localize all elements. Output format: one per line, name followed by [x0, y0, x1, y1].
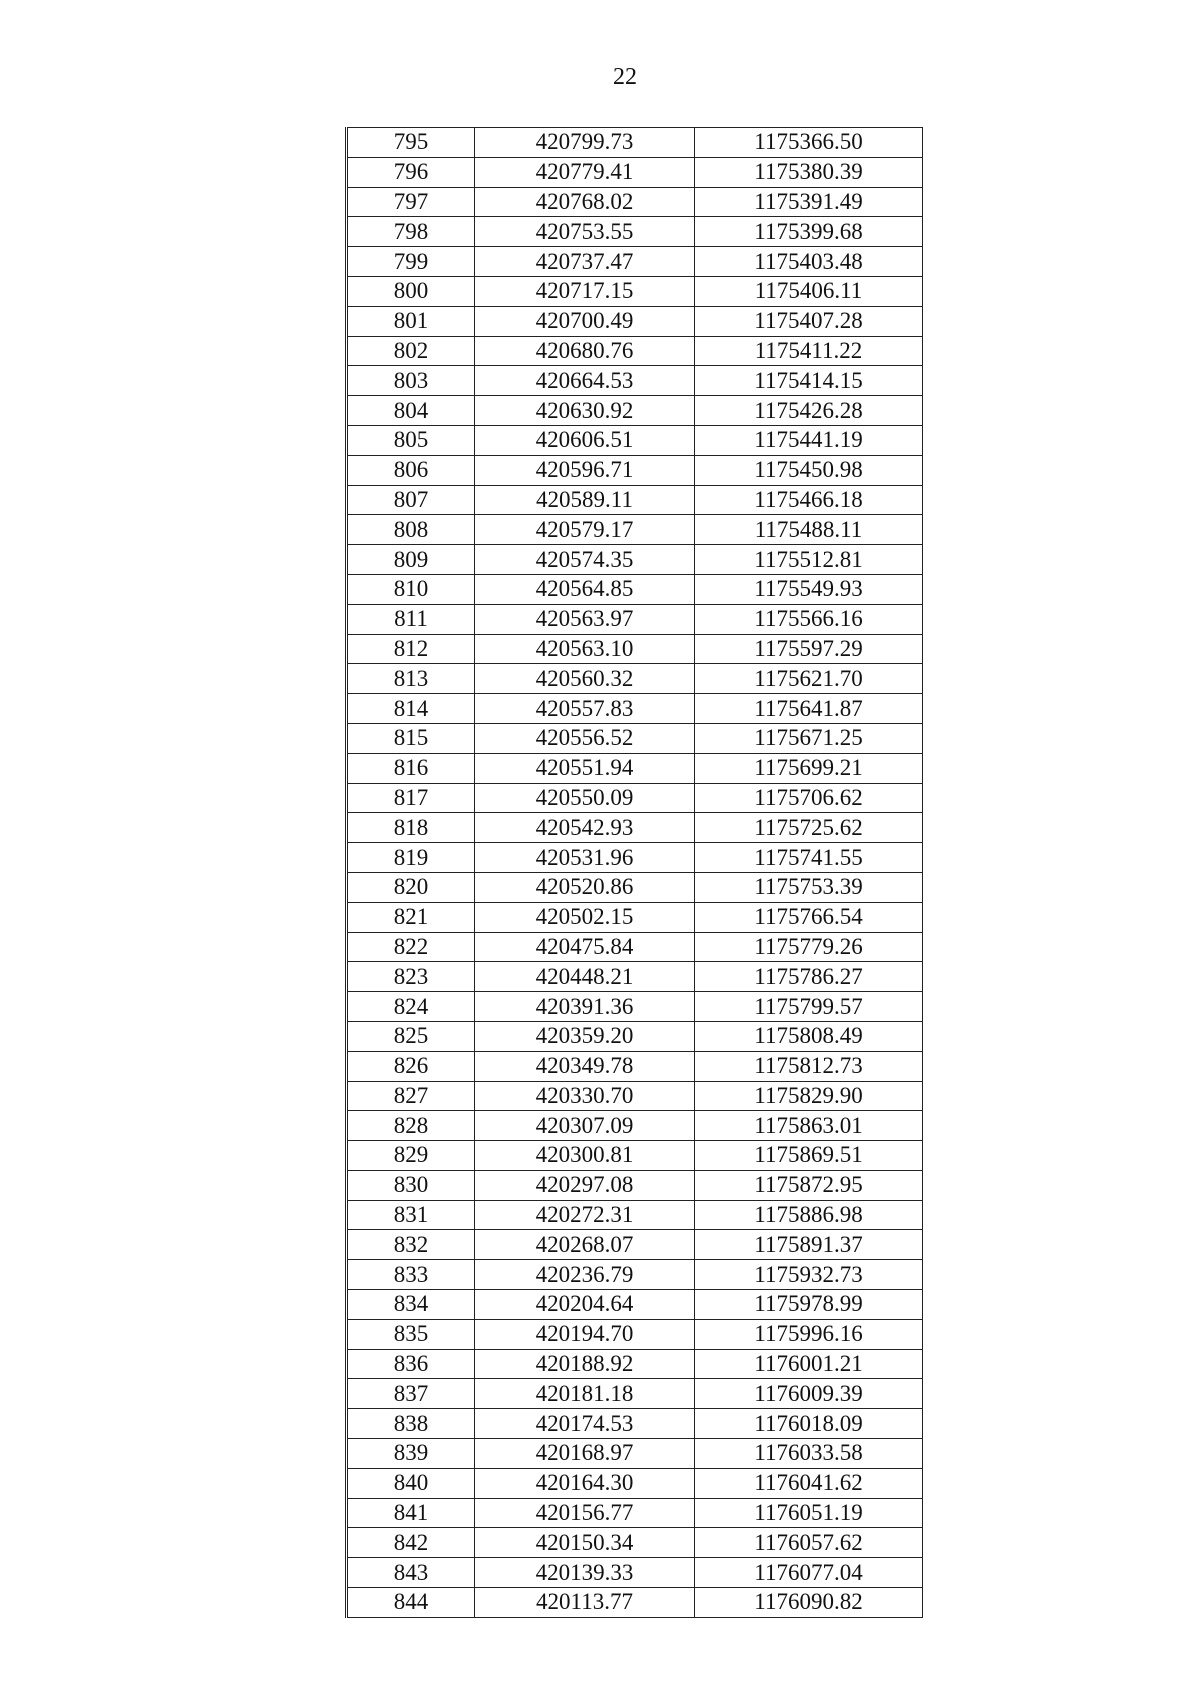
point-number-cell: 815 [347, 723, 475, 753]
table-row [347, 604, 923, 634]
y-coordinate-cell: 1175407.28 [695, 306, 923, 336]
point-number-cell: 814 [347, 694, 475, 724]
y-coordinate-cell: 1175621.70 [695, 664, 923, 694]
y-coordinate-cell: 1175725.62 [695, 813, 923, 843]
table-row [347, 396, 923, 426]
table-row [347, 1200, 923, 1230]
point-number-cell: 818 [347, 813, 475, 843]
x-coordinate-cell: 420448.21 [475, 962, 695, 992]
point-number-cell: 840 [347, 1468, 475, 1498]
y-coordinate-cell: 1175812.73 [695, 1051, 923, 1081]
y-coordinate-cell: 1175450.98 [695, 455, 923, 485]
x-coordinate-cell: 420799.73 [475, 128, 695, 158]
x-coordinate-cell: 420700.49 [475, 306, 695, 336]
x-coordinate-cell: 420542.93 [475, 813, 695, 843]
x-coordinate-cell: 420717.15 [475, 276, 695, 306]
table-row [347, 545, 923, 575]
x-coordinate-cell: 420168.97 [475, 1439, 695, 1469]
y-coordinate-cell: 1175403.48 [695, 247, 923, 277]
point-number-cell: 831 [347, 1200, 475, 1230]
x-coordinate-cell: 420156.77 [475, 1498, 695, 1528]
y-coordinate-cell: 1175891.37 [695, 1230, 923, 1260]
point-number-cell: 841 [347, 1498, 475, 1528]
y-coordinate-cell: 1175886.98 [695, 1200, 923, 1230]
table-row [347, 247, 923, 277]
point-number-cell: 806 [347, 455, 475, 485]
point-number-cell: 816 [347, 753, 475, 783]
point-number-cell: 825 [347, 1021, 475, 1051]
point-number-cell: 830 [347, 1170, 475, 1200]
y-coordinate-cell: 1176033.58 [695, 1439, 923, 1469]
table-row [347, 306, 923, 336]
y-coordinate-cell: 1175753.39 [695, 872, 923, 902]
x-coordinate-cell: 420551.94 [475, 753, 695, 783]
table-row [347, 902, 923, 932]
point-number-cell: 842 [347, 1528, 475, 1558]
point-number-cell: 813 [347, 664, 475, 694]
point-number-cell: 829 [347, 1141, 475, 1171]
x-coordinate-cell: 420502.15 [475, 902, 695, 932]
point-number-cell: 798 [347, 217, 475, 247]
table-row [347, 574, 923, 604]
point-number-cell: 834 [347, 1290, 475, 1320]
point-number-cell: 837 [347, 1379, 475, 1409]
table-row [347, 366, 923, 396]
table-row [347, 1498, 923, 1528]
point-number-cell: 833 [347, 1260, 475, 1290]
y-coordinate-cell: 1175741.55 [695, 843, 923, 873]
table-row [347, 217, 923, 247]
table-row [347, 425, 923, 455]
x-coordinate-cell: 420236.79 [475, 1260, 695, 1290]
y-coordinate-cell: 1175597.29 [695, 634, 923, 664]
x-coordinate-cell: 420779.41 [475, 157, 695, 187]
x-coordinate-cell: 420307.09 [475, 1111, 695, 1141]
point-number-cell: 805 [347, 425, 475, 455]
table-row [347, 1558, 923, 1588]
x-coordinate-cell: 420579.17 [475, 515, 695, 545]
y-coordinate-cell: 1175872.95 [695, 1170, 923, 1200]
x-coordinate-cell: 420113.77 [475, 1588, 695, 1618]
y-coordinate-cell: 1176090.82 [695, 1588, 923, 1618]
y-coordinate-cell: 1175466.18 [695, 485, 923, 515]
y-coordinate-cell: 1175380.39 [695, 157, 923, 187]
table-row [347, 1081, 923, 1111]
table-row [347, 1319, 923, 1349]
y-coordinate-cell: 1175996.16 [695, 1319, 923, 1349]
x-coordinate-cell: 420268.07 [475, 1230, 695, 1260]
point-number-cell: 824 [347, 992, 475, 1022]
point-number-cell: 822 [347, 932, 475, 962]
y-coordinate-cell: 1175699.21 [695, 753, 923, 783]
table-row [347, 1260, 923, 1290]
x-coordinate-cell: 420359.20 [475, 1021, 695, 1051]
x-coordinate-cell: 420391.36 [475, 992, 695, 1022]
y-coordinate-cell: 1175869.51 [695, 1141, 923, 1171]
x-coordinate-cell: 420606.51 [475, 425, 695, 455]
x-coordinate-cell: 420550.09 [475, 783, 695, 813]
y-coordinate-cell: 1175566.16 [695, 604, 923, 634]
y-coordinate-cell: 1175863.01 [695, 1111, 923, 1141]
point-number-cell: 827 [347, 1081, 475, 1111]
table-row [347, 634, 923, 664]
y-coordinate-cell: 1175786.27 [695, 962, 923, 992]
y-coordinate-cell: 1175549.93 [695, 574, 923, 604]
x-coordinate-cell: 420297.08 [475, 1170, 695, 1200]
x-coordinate-cell: 420520.86 [475, 872, 695, 902]
x-coordinate-cell: 420564.85 [475, 574, 695, 604]
x-coordinate-cell: 420574.35 [475, 545, 695, 575]
table-row [347, 872, 923, 902]
table-row [347, 1528, 923, 1558]
point-number-cell: 795 [347, 128, 475, 158]
table-row [347, 1379, 923, 1409]
table-row [347, 128, 923, 158]
y-coordinate-cell: 1175366.50 [695, 128, 923, 158]
y-coordinate-cell: 1175671.25 [695, 723, 923, 753]
y-coordinate-cell: 1175391.49 [695, 187, 923, 217]
table-row [347, 723, 923, 753]
point-number-cell: 826 [347, 1051, 475, 1081]
table-row [347, 1111, 923, 1141]
point-number-cell: 820 [347, 872, 475, 902]
x-coordinate-cell: 420630.92 [475, 396, 695, 426]
table-row [347, 336, 923, 366]
y-coordinate-cell: 1176077.04 [695, 1558, 923, 1588]
y-coordinate-cell: 1175932.73 [695, 1260, 923, 1290]
point-number-cell: 819 [347, 843, 475, 873]
y-coordinate-cell: 1175799.57 [695, 992, 923, 1022]
table-row [347, 1051, 923, 1081]
y-coordinate-cell: 1175414.15 [695, 366, 923, 396]
point-number-cell: 808 [347, 515, 475, 545]
x-coordinate-cell: 420272.31 [475, 1200, 695, 1230]
point-number-cell: 809 [347, 545, 475, 575]
x-coordinate-cell: 420589.11 [475, 485, 695, 515]
point-number-cell: 804 [347, 396, 475, 426]
table-row [347, 1468, 923, 1498]
table-row [347, 962, 923, 992]
table-row [347, 485, 923, 515]
y-coordinate-cell: 1176041.62 [695, 1468, 923, 1498]
table-row [347, 1409, 923, 1439]
point-number-cell: 828 [347, 1111, 475, 1141]
y-coordinate-cell: 1175978.99 [695, 1290, 923, 1320]
y-coordinate-cell: 1176001.21 [695, 1349, 923, 1379]
table-row [347, 932, 923, 962]
table-row [347, 694, 923, 724]
table-row [347, 1439, 923, 1469]
x-coordinate-cell: 420557.83 [475, 694, 695, 724]
point-number-cell: 812 [347, 634, 475, 664]
table-row [347, 1290, 923, 1320]
table-row [347, 515, 923, 545]
x-coordinate-cell: 420560.32 [475, 664, 695, 694]
x-coordinate-cell: 420139.33 [475, 1558, 695, 1588]
x-coordinate-cell: 420204.64 [475, 1290, 695, 1320]
point-number-cell: 801 [347, 306, 475, 336]
table-row [347, 187, 923, 217]
point-number-cell: 835 [347, 1319, 475, 1349]
y-coordinate-cell: 1176057.62 [695, 1528, 923, 1558]
x-coordinate-cell: 420188.92 [475, 1349, 695, 1379]
x-coordinate-cell: 420737.47 [475, 247, 695, 277]
point-number-cell: 838 [347, 1409, 475, 1439]
y-coordinate-cell: 1175406.11 [695, 276, 923, 306]
point-number-cell: 796 [347, 157, 475, 187]
page-number: 22 [613, 64, 637, 90]
x-coordinate-cell: 420181.18 [475, 1379, 695, 1409]
point-number-cell: 802 [347, 336, 475, 366]
point-number-cell: 811 [347, 604, 475, 634]
point-number-cell: 823 [347, 962, 475, 992]
point-number-cell: 799 [347, 247, 475, 277]
table-row [347, 664, 923, 694]
point-number-cell: 807 [347, 485, 475, 515]
x-coordinate-cell: 420563.10 [475, 634, 695, 664]
table-row [347, 1588, 923, 1618]
table-row [347, 455, 923, 485]
table-row [347, 753, 923, 783]
point-number-cell: 800 [347, 276, 475, 306]
table-row [347, 1141, 923, 1171]
y-coordinate-cell: 1176018.09 [695, 1409, 923, 1439]
point-number-cell: 803 [347, 366, 475, 396]
point-number-cell: 797 [347, 187, 475, 217]
y-coordinate-cell: 1175829.90 [695, 1081, 923, 1111]
y-coordinate-cell: 1175641.87 [695, 694, 923, 724]
x-coordinate-cell: 420194.70 [475, 1319, 695, 1349]
table-row [347, 783, 923, 813]
x-coordinate-cell: 420150.34 [475, 1528, 695, 1558]
point-number-cell: 839 [347, 1439, 475, 1469]
y-coordinate-cell: 1175808.49 [695, 1021, 923, 1051]
x-coordinate-cell: 420349.78 [475, 1051, 695, 1081]
table-row [347, 1021, 923, 1051]
x-coordinate-cell: 420531.96 [475, 843, 695, 873]
y-coordinate-cell: 1175426.28 [695, 396, 923, 426]
x-coordinate-cell: 420680.76 [475, 336, 695, 366]
y-coordinate-cell: 1175411.22 [695, 336, 923, 366]
point-number-cell: 836 [347, 1349, 475, 1379]
point-number-cell: 843 [347, 1558, 475, 1588]
table-row [347, 157, 923, 187]
y-coordinate-cell: 1175399.68 [695, 217, 923, 247]
table-row [347, 276, 923, 306]
table-row [347, 1170, 923, 1200]
point-number-cell: 817 [347, 783, 475, 813]
x-coordinate-cell: 420596.71 [475, 455, 695, 485]
x-coordinate-cell: 420768.02 [475, 187, 695, 217]
point-number-cell: 844 [347, 1588, 475, 1618]
x-coordinate-cell: 420330.70 [475, 1081, 695, 1111]
table-row [347, 1230, 923, 1260]
coordinates-table-body [347, 128, 923, 1618]
point-number-cell: 832 [347, 1230, 475, 1260]
x-coordinate-cell: 420563.97 [475, 604, 695, 634]
x-coordinate-cell: 420300.81 [475, 1141, 695, 1171]
x-coordinate-cell: 420664.53 [475, 366, 695, 396]
x-coordinate-cell: 420174.53 [475, 1409, 695, 1439]
y-coordinate-cell: 1175779.26 [695, 932, 923, 962]
x-coordinate-cell: 420753.55 [475, 217, 695, 247]
y-coordinate-cell: 1175488.11 [695, 515, 923, 545]
y-coordinate-cell: 1175766.54 [695, 902, 923, 932]
table-row [347, 843, 923, 873]
table-row [347, 813, 923, 843]
x-coordinate-cell: 420556.52 [475, 723, 695, 753]
y-coordinate-cell: 1176009.39 [695, 1379, 923, 1409]
coordinates-table [345, 127, 923, 1618]
y-coordinate-cell: 1176051.19 [695, 1498, 923, 1528]
x-coordinate-cell: 420164.30 [475, 1468, 695, 1498]
y-coordinate-cell: 1175512.81 [695, 545, 923, 575]
y-coordinate-cell: 1175441.19 [695, 425, 923, 455]
x-coordinate-cell: 420475.84 [475, 932, 695, 962]
table-row [347, 992, 923, 1022]
point-number-cell: 821 [347, 902, 475, 932]
point-number-cell: 810 [347, 574, 475, 604]
table-row [347, 1349, 923, 1379]
y-coordinate-cell: 1175706.62 [695, 783, 923, 813]
